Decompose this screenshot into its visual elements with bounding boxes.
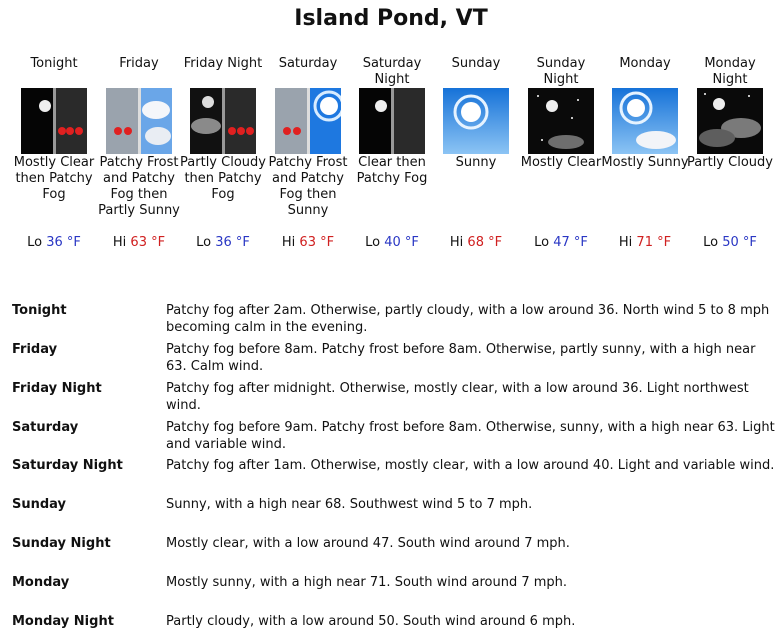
period-name: Sunday Night (536, 56, 586, 87)
period-temp: Hi 63 °F (281, 235, 335, 250)
night-partly-cloudy-icon[interactable] (697, 88, 763, 154)
detail-label: Sunday (12, 497, 67, 512)
period-name: Monday (619, 56, 671, 71)
period-name-saturday-night (350, 56, 434, 88)
detail-label: Saturday (12, 420, 79, 435)
detail-text: Sunny, with a high near 68. Southwest wind 5 to 7 mph. (166, 497, 533, 512)
period-temp: Hi 63 °F (112, 235, 166, 250)
period-name-tonight (12, 56, 96, 88)
detail-label: Monday (12, 575, 70, 590)
detail-label: Sunday Night (12, 536, 111, 551)
detail-label: Friday Night (12, 381, 102, 396)
period-temp: Lo 36 °F (196, 235, 250, 250)
period-name: Monday Night (704, 56, 756, 87)
period-short-forecast: Clear then Patchy Fog (356, 155, 428, 186)
detail-text: Mostly sunny, with a high near 71. South wind around 7 mph. (166, 575, 568, 590)
detail-label: Monday Night (12, 614, 114, 629)
period-temp: Hi 71 °F (618, 235, 672, 250)
period-short-forecast: Mostly Sunny (601, 155, 689, 170)
period-temp: Lo 40 °F (365, 235, 419, 250)
detail-text: Mostly clear, with a low around 47. South wind around 7 mph. (166, 536, 570, 551)
detail-text: Partly cloudy, with a low around 50. South wind around 6 mph. (166, 614, 576, 629)
period-short-forecast: Patchy Frost and Patchy Fog then Partly Sunny (98, 155, 180, 218)
night-cloudy-fog-icon[interactable] (190, 88, 256, 154)
detail-text: Patchy fog after midnight. Otherwise, mostly clear, with a low around 36. Light northwest wind. (166, 381, 749, 413)
period-name-friday-night (181, 56, 265, 88)
detail-text: Patchy fog before 8am. Patchy frost before 8am. Otherwise, partly sunny, with a high near 63. Calm wind. (166, 342, 756, 374)
period-short-forecast: Patchy Frost and Patchy Fog then Sunny (268, 155, 348, 218)
period-name: Tonight (30, 56, 78, 71)
period-short-forecast: Partly Cloudy (687, 155, 773, 170)
detail-text: Patchy fog after 1am. Otherwise, mostly clear, with a low around 40. Light and variable wind. (166, 458, 775, 473)
period-name: Sunday (451, 56, 501, 71)
detail-text: Patchy fog after 2am. Otherwise, partly cloudy, with a low around 36. North wind 5 to 8 mph becoming calm in the evening. (166, 303, 770, 335)
detail-label: Friday (12, 342, 58, 357)
period-name-monday-night (688, 56, 772, 88)
period-name-monday (603, 56, 687, 88)
period-temp: Lo 50 °F (703, 235, 757, 250)
mostly-sunny-icon[interactable] (612, 88, 678, 154)
period-name: Saturday (278, 56, 338, 71)
period-name-friday (97, 56, 181, 88)
period-short-forecast: Mostly Clear then Patchy Fog (13, 155, 95, 202)
fog-sunny-icon[interactable] (275, 88, 341, 154)
period-name: Friday Night (183, 56, 263, 71)
detail-text: Patchy fog before 9am. Patchy frost before 8am. Otherwise, sunny, with a high near 63. Light and variable wind. (166, 420, 775, 452)
fog-partly-sunny-icon[interactable] (106, 88, 172, 154)
detail-label: Tonight (12, 303, 67, 318)
period-name: Friday (119, 56, 159, 71)
detail-label: Saturday Night (12, 458, 123, 473)
period-short-forecast: Partly Cloudy then Patchy Fog (180, 155, 266, 202)
night-clear-fog-icon[interactable] (359, 88, 425, 154)
period-temp: Lo 36 °F (27, 235, 81, 250)
night-clear-fog-icon[interactable] (21, 88, 87, 154)
period-name-saturday (266, 56, 350, 88)
period-short-forecast: Sunny (455, 155, 497, 170)
sunny-icon[interactable] (443, 88, 509, 154)
period-temp: Lo 47 °F (534, 235, 588, 250)
night-mostly-clear-icon[interactable] (528, 88, 594, 154)
period-temp: Hi 68 °F (449, 235, 503, 250)
period-name: Saturday Night (362, 56, 422, 87)
page-title: Island Pond, VT (294, 6, 488, 31)
period-short-forecast: Mostly Clear (520, 155, 602, 170)
period-name-sunday-night (519, 56, 603, 88)
period-name-sunday (434, 56, 518, 88)
